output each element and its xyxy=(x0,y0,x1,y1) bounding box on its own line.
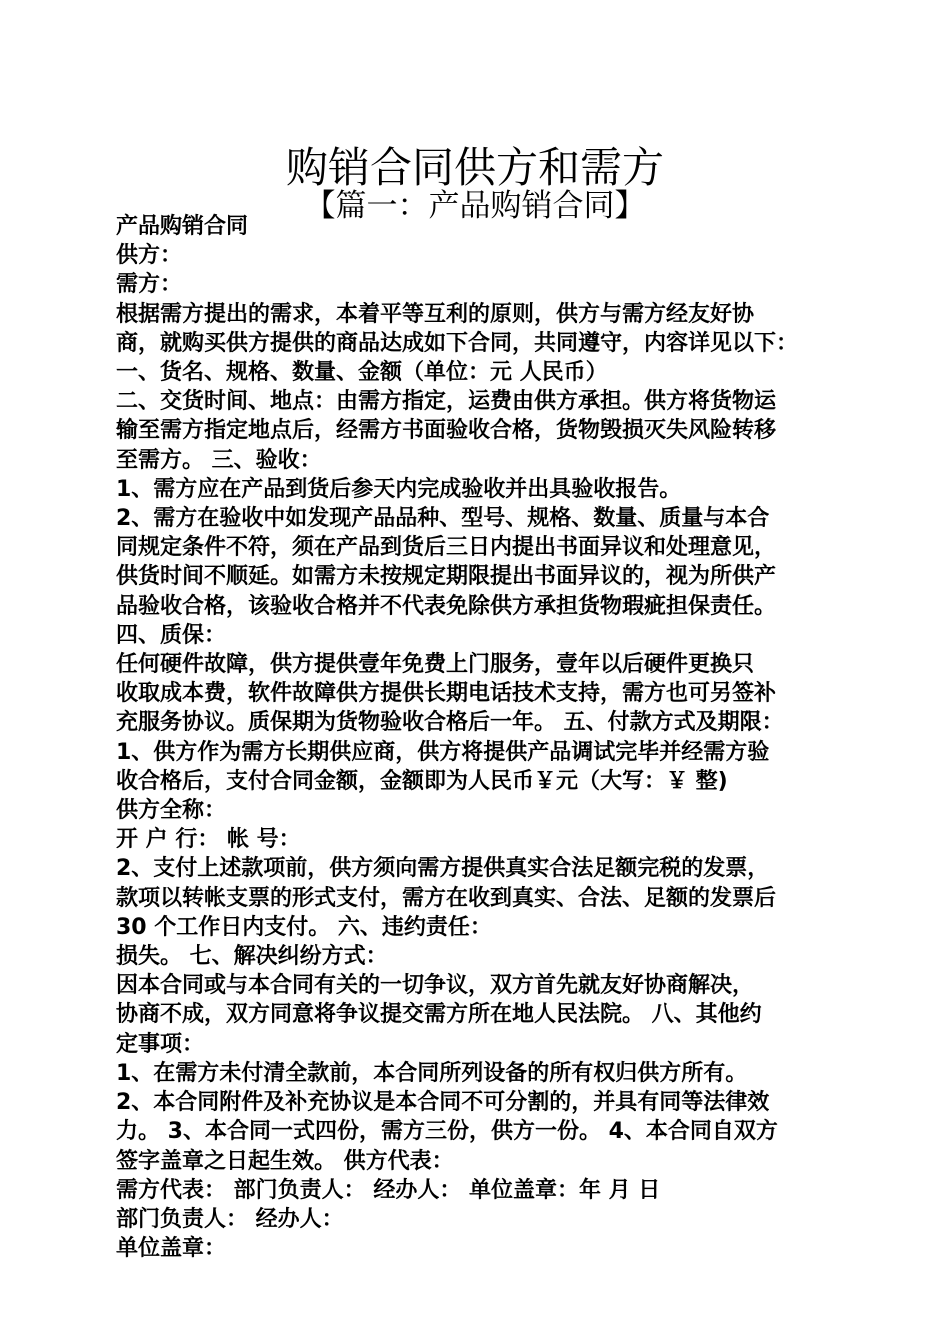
contract-line: 1、供方作为需方长期供应商，供方将提供产品调试完毕并经需方验 xyxy=(116,739,770,765)
contract-line: 至需方。 三、验收： xyxy=(116,447,322,473)
contract-line: 供方： xyxy=(116,243,183,269)
contract-line: 力。 3、本合同一式四份，需方三份，供方一份。 4、本合同自双方 xyxy=(116,1119,778,1145)
contract-line: 部门负责人： 经办人： xyxy=(116,1206,344,1232)
contract-line: 需方代表： 部门负责人： 经办人： 单位盖章：年 月 日 xyxy=(116,1177,661,1203)
contract-line: 输至需方指定地点后，经需方书面验收合格，货物毁损灭失风险转移 xyxy=(116,418,777,444)
contract-line: 供货时间不顺延。如需方未按规定期限提出书面异议的，视为所供产 xyxy=(116,564,777,590)
contract-line: 签字盖章之日起生效。 供方代表： xyxy=(116,1148,454,1174)
contract-line: 30 个工作日内支付。 六、违约责任： xyxy=(116,914,492,940)
contract-line: 定事项： xyxy=(116,1031,205,1057)
contract-line: 商，就购买供方提供的商品达成如下合同，共同遵守，内容详见以下： xyxy=(116,330,799,356)
contract-line: 款项以转帐支票的形式支付，需方在收到真实、合法、足额的发票后 xyxy=(116,885,777,911)
contract-line: 需方： xyxy=(116,272,183,298)
contract-line: 开 户 行： 帐 号： xyxy=(116,827,301,853)
document-title: 购销合同供方和需方 xyxy=(285,143,664,193)
contract-line: 损失。 七、解决纠纷方式： xyxy=(116,944,388,970)
contract-line: 1、在需方未付清全款前，本合同所列设备的所有权归供方所有。 xyxy=(116,1060,748,1086)
contract-line: 收取成本费，软件故障供方提供长期电话技术支持，需方也可另签补 xyxy=(116,681,777,707)
contract-line: 产品购销合同 xyxy=(116,214,249,239)
contract-line: 二、交货时间、地点：由需方指定，运费由供方承担。供方将货物运 xyxy=(116,389,777,415)
document-subtitle: 【篇一：产品购销合同】 xyxy=(304,187,646,224)
contract-body xyxy=(116,212,846,1263)
contract-line: 1、需方应在产品到货后参天内完成验收并出具验收报告。 xyxy=(116,476,682,502)
contract-line: 充服务协议。质保期为货物验收合格后一年。 五、付款方式及期限： xyxy=(116,710,784,736)
contract-line: 一、货名、规格、数量、金额（单位：元 人民币） xyxy=(116,360,608,386)
contract-line: 收合格后，支付合同金额，金额即为人民币￥元（大写：￥ 整) xyxy=(116,768,728,794)
contract-line: 2、支付上述款项前，供方须向需方提供真实合法足额完税的发票， xyxy=(116,856,770,882)
contract-line: 供方全称： xyxy=(116,798,227,824)
contract-line: 协商不成，双方同意将争议提交需方所在地人民法院。 八、其他约 xyxy=(116,1002,762,1028)
contract-line: 四、质保： xyxy=(116,622,227,648)
contract-line: 单位盖章： xyxy=(116,1236,227,1262)
contract-line: 品验收合格，该验收合格并不代表免除供方承担货物瑕疵担保责任。 xyxy=(116,593,777,619)
contract-line: 同规定条件不符，须在产品到货后三日内提出书面异议和处理意见， xyxy=(116,535,777,561)
contract-line: 任何硬件故障，供方提供壹年免费上门服务，壹年以后硬件更换只 xyxy=(116,652,755,678)
contract-line: 根据需方提出的需求，本着平等互利的原则，供方与需方经友好协 xyxy=(116,301,755,327)
contract-line: 2、本合同附件及补充协议是本合同不可分割的，并具有同等法律效 xyxy=(116,1090,770,1116)
contract-line: 因本合同或与本合同有关的一切争议，双方首先就友好协商解决， xyxy=(116,973,755,999)
contract-line: 2、需方在验收中如发现产品品种、型号、规格、数量、质量与本合 xyxy=(116,506,770,532)
